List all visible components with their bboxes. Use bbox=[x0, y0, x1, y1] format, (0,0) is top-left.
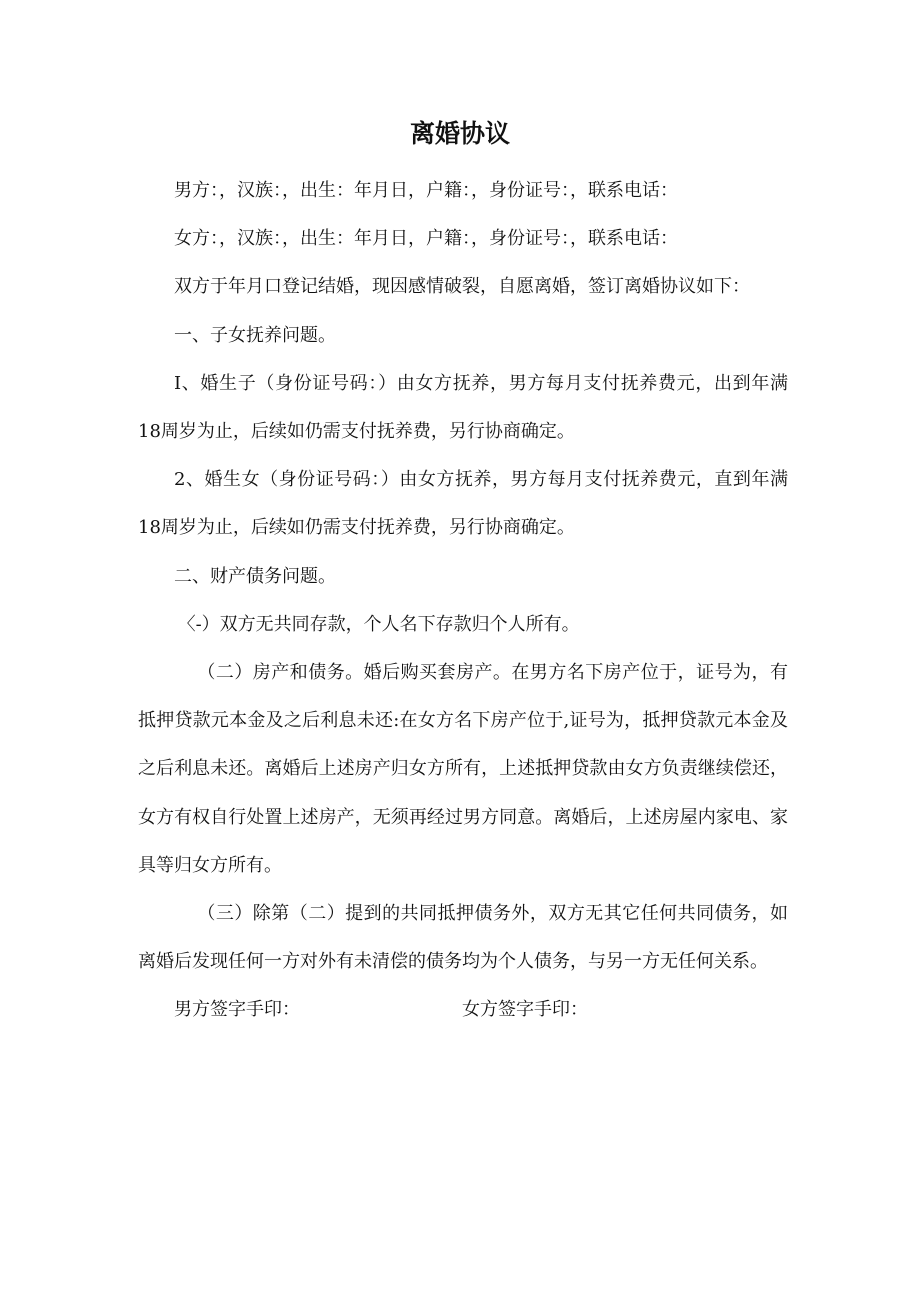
clause-son-custody: I、婚生子（身份证号码：）由女方抚养，男方每月支付抚养费元，出到年满18周岁为止，后续如仍需支付抚养费，另行协商确定。 bbox=[138, 372, 788, 443]
male-signature-label: 男方签字手印： bbox=[174, 999, 300, 1021]
document-title: 离婚协议 bbox=[409, 119, 510, 148]
marriage-statement: 双方于年月口登记结婚，现因感情破裂，自愿离婚，签订离婚协议如下： bbox=[174, 276, 750, 298]
clause-other-debt: （三）除第（二）提到的共同抵押债务外，双方无其它任何共同债务，如离婚后发现任何一方对外有未清偿的债务均为个人债务，与另一方无任何关系。 bbox=[138, 903, 788, 973]
female-party-info: 女方：，汉族：，出生：年月日，户籍：，身份证号：，联系电话： bbox=[174, 228, 678, 250]
male-party-info: 男方：，汉族：，出生：年月日，户籍：，身份证号：，联系电话： bbox=[174, 180, 678, 201]
section-heading-child-custody: 一、子女抚养问题。 bbox=[174, 324, 336, 346]
clause-savings: 〈-）双方无共同存款，个人名下存款归个人所有。 bbox=[177, 613, 580, 635]
female-signature-label: 女方签字手印： bbox=[462, 999, 588, 1021]
document-body bbox=[138, 167, 788, 1035]
clause-daughter-custody: 2、婚生女（身份证号码：）由女方抚养，男方每月支付抚养费元，直到年满18周岁为止，后续如仍需支付抚养费，另行协商确定。 bbox=[138, 469, 788, 539]
signature-row bbox=[138, 986, 788, 1034]
section-heading-property-debt: 二、财产债务问题。 bbox=[174, 565, 336, 587]
clause-property-debt: （二）房产和债务。婚后购买套房产。在男方名下房产位于，证号为，有抵押贷款元本金及之后利息未还:在女方名下房产位于,证号为，抵押贷款元本金及之后利息未还。离婚后上述房产归女方所有，上述抵押贷款由女方负责继续偿还，女方有权自行处置上述房产，无须再经过男方同意。离婚后，上述房屋内家电、家具等归女方所有。 bbox=[138, 662, 788, 876]
